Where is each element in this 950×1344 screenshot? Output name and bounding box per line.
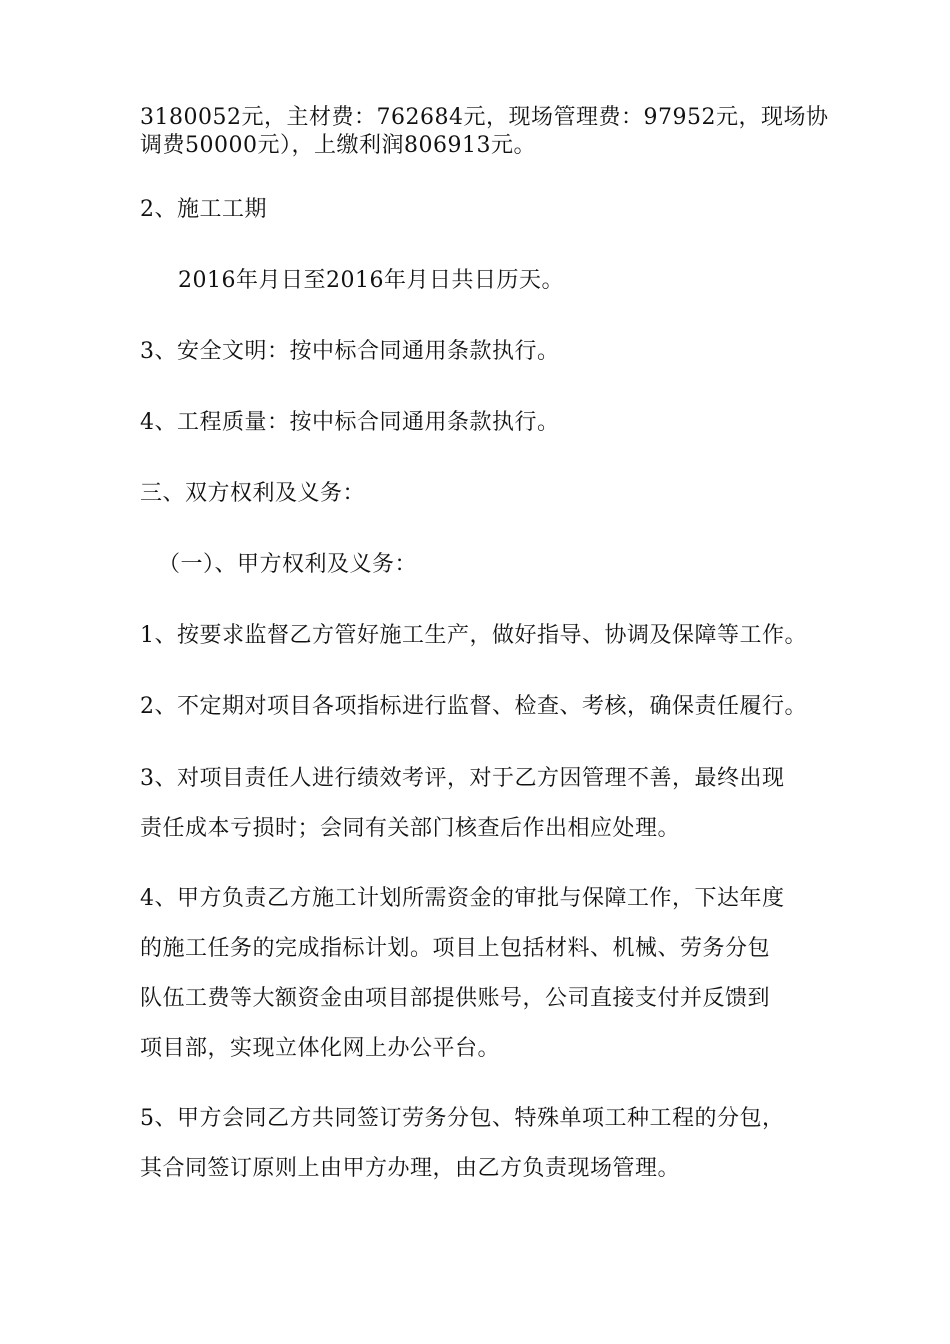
- text-line-cost-breakdown-cont: 调费50000元），上缴利润806913元。: [140, 133, 536, 158]
- list-item-3-cont: 责任成本亏损时；会同有关部门核查后作出相应处理。: [140, 816, 681, 841]
- heading-rights-obligations: 三、双方权利及义务：: [140, 481, 366, 506]
- list-item-3: 3、对项目责任人进行绩效考评，对于乙方因管理不善，最终出现: [140, 766, 785, 791]
- text-line-safety: 3、安全文明：按中标合同通用条款执行。: [140, 339, 560, 364]
- list-item-4-cont-2: 队伍工费等大额资金由项目部提供账号，公司直接支付并反馈到: [140, 986, 771, 1011]
- subheading-party-a: （一）、甲方权利及义务：: [158, 552, 418, 577]
- list-item-1: 1、按要求监督乙方管好施工生产，做好指导、协调及保障等工作。: [140, 623, 807, 648]
- list-item-4-cont-3: 项目部，实现立体化网上办公平台。: [140, 1036, 501, 1061]
- text-line-period-dates: 2016年月日至2016年月日共日历天。: [178, 268, 564, 293]
- heading-construction-period: 2、施工工期: [140, 197, 267, 222]
- list-item-5: 5、甲方会同乙方共同签订劳务分包、特殊单项工种工程的分包，: [140, 1106, 785, 1131]
- list-item-4-cont-1: 的施工任务的完成指标计划。项目上包括材料、机械、劳务分包: [140, 936, 771, 961]
- text-line-cost-breakdown: 3180052元，主材费：762684元，现场管理费：97952元，现场协: [140, 105, 829, 130]
- list-item-5-cont: 其合同签订原则上由甲方办理，由乙方负责现场管理。: [140, 1156, 681, 1181]
- list-item-2: 2、不定期对项目各项指标进行监督、检查、考核，确保责任履行。: [140, 694, 807, 719]
- text-line-quality: 4、工程质量：按中标合同通用条款执行。: [140, 410, 560, 435]
- list-item-4: 4、甲方负责乙方施工计划所需资金的审批与保障工作，下达年度: [140, 886, 785, 911]
